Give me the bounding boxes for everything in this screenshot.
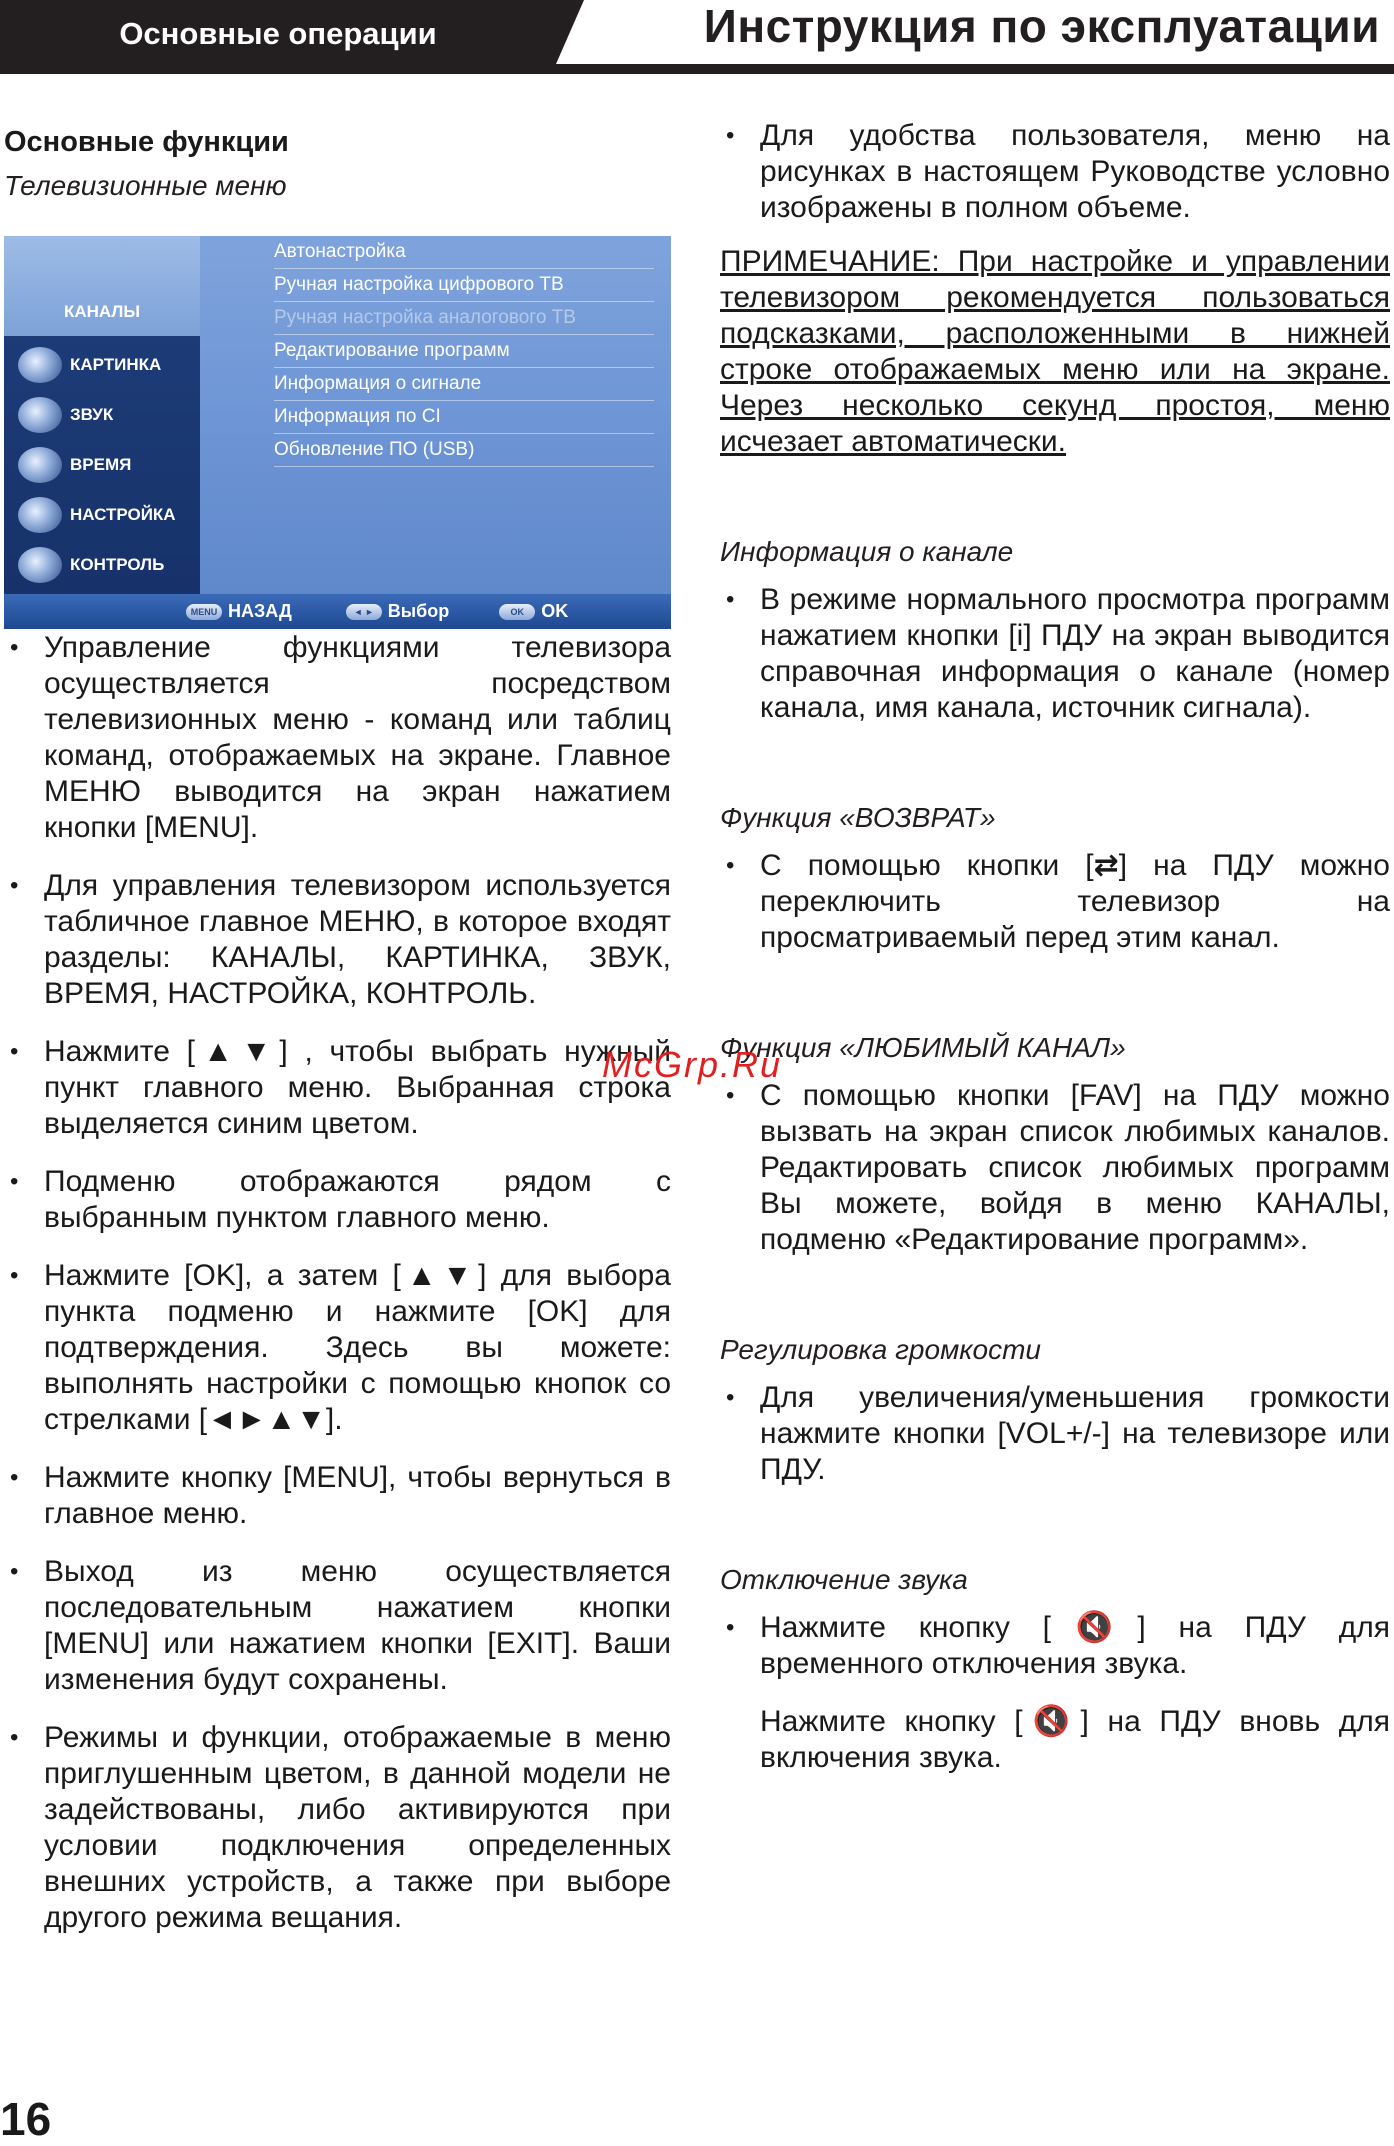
list-item: • С помощью кнопки [⇄] на ПДУ можно переключить телевизор на просматриваемый перед этим канал. bbox=[720, 848, 1390, 956]
music-note-icon bbox=[18, 397, 62, 433]
subheading-return-function: Функция «ВОЗВРАТ» bbox=[720, 802, 996, 833]
left-column bbox=[4, 118, 671, 206]
subheading-volume: Регулировка громкости bbox=[720, 1334, 1041, 1365]
left-bullets bbox=[4, 630, 671, 1936]
list-item: • Для управления телевизором используется табличное главное МЕНЮ, в которое входят разделы: КАНАЛЫ, КАРТИНКА, ЗВУК, ВРЕМЯ, НАСТРОЙКА, КОНТРОЛЬ. bbox=[4, 868, 671, 1012]
tv-menu-item: Информация по CI bbox=[274, 401, 654, 434]
list-item: • Нажмите [OK], а затем [▲▼] для выбора пункта подменю и нажмите [OK] для подтверждения. Здесь вы можете: выполнять настройки с помощью кнопок со стрелками [◄►▲▼]. bbox=[4, 1258, 671, 1438]
camera-icon bbox=[18, 347, 62, 383]
tv-menu-item: Ручная настройка цифрового ТВ bbox=[274, 269, 654, 302]
list-item: • Выход из меню осуществляется последовательным нажатием кнопки [MENU] или нажатием кнопки [EXIT]. Ваши изменения будут сохранены. bbox=[4, 1554, 671, 1698]
list-item: • С помощью кнопки [FAV] на ПДУ можно вызвать на экран список любимых каналов. Редактировать список любимых программ Вы можете, войдя в меню КАНАЛЫ, подменю «Редактирование программ». bbox=[720, 1078, 1390, 1258]
list-item: • Для увеличения/уменьшения громкости нажмите кнопки [VOL+/-] на телевизоре или ПДУ. bbox=[720, 1380, 1390, 1488]
list-item: • Нажмите [▲▼] , чтобы выбрать нужный пункт главного меню. Выбранная строка выделяется синим цветом. bbox=[4, 1034, 671, 1142]
watermark: McGrp.Ru bbox=[602, 1044, 783, 1085]
menu-key-icon: MENU bbox=[186, 604, 222, 620]
ok-key-icon: OK bbox=[499, 604, 535, 620]
note-paragraph: ПРИМЕЧАНИЕ: При настройке и управлении телевизором рекомендуется пользоваться подсказками, расположенными в нижней строке отображаемых меню или на экране. Через несколько секунд простоя, меню исчезает автоматически. bbox=[720, 245, 1390, 458]
list-item: • Нажмите кнопку [MENU], чтобы вернуться в главное меню. bbox=[4, 1460, 671, 1532]
page-number: 16 bbox=[0, 2093, 52, 2145]
tv-menu-item: Информация о сигнале bbox=[274, 368, 654, 401]
section-title: Основные операции bbox=[119, 16, 437, 51]
gear-icon bbox=[18, 497, 62, 533]
list-item: • В режиме нормального просмотра программ нажатием кнопки [i] ПДУ на экран выводится справочная информация о канале (номер канала, имя канала, источник сигнала). bbox=[720, 582, 1390, 726]
tv-menu-item: Редактирование программ bbox=[274, 335, 654, 368]
arrows-key-icon: ◄ ► bbox=[346, 604, 382, 620]
subheading-favorite-channel: Функция «ЛЮБИМЫЙ КАНАЛ» bbox=[720, 1032, 1126, 1063]
tv-menu-items bbox=[274, 236, 654, 467]
mute-paragraph: Нажмите кнопку [🔇] на ПДУ вновь для включения звука. bbox=[760, 1705, 1390, 1774]
tv-menu-item-disabled: Ручная настройка аналогового ТВ bbox=[274, 302, 654, 335]
tv-sidebar-item-setup: НАСТРОЙКА bbox=[4, 490, 200, 540]
tv-menu-item: Обновление ПО (USB) bbox=[274, 434, 654, 467]
tv-hint-ok: OK OK bbox=[499, 601, 568, 622]
tv-sidebar-item-channels: КАНАЛЫ bbox=[64, 302, 140, 321]
tv-menu-item: Автонастройка bbox=[274, 236, 654, 269]
tv-sidebar-item-time: ВРЕМЯ bbox=[4, 440, 200, 490]
list-item: • Управление функциями телевизора осуществляется посредством телевизионных меню - команд или таблиц команд, отображаемых на экране. Главное МЕНЮ выводится на экран нажатием кнопки [MENU]. bbox=[4, 630, 671, 846]
heading-basic-functions: Основные функции bbox=[4, 126, 289, 158]
tv-menu-hint-bar bbox=[4, 594, 671, 629]
tv-menu-screenshot bbox=[4, 236, 671, 629]
list-item: • Подменю отображаются рядом с выбранным пунктом главного меню. bbox=[4, 1164, 671, 1236]
list-item: • Для удобства пользователя, меню на рисунках в настоящем Руководстве условно изображены в полном объеме. bbox=[720, 118, 1390, 226]
tv-hint-select: ◄ ► Выбор bbox=[346, 601, 449, 622]
manual-title: Инструкция по эксплуатации bbox=[703, 0, 1380, 52]
clock-icon bbox=[18, 447, 62, 483]
tv-sidebar-item-lock: КОНТРОЛЬ bbox=[4, 540, 200, 590]
return-arrows-icon: ⇄ bbox=[1093, 849, 1119, 882]
lock-icon bbox=[18, 547, 62, 583]
tv-sidebar-item-sound: ЗВУК bbox=[4, 390, 200, 440]
list-item: • Нажмите кнопку [🔇] на ПДУ для временного отключения звука. bbox=[720, 1610, 1390, 1682]
subheading-tv-menus: Телевизионные меню bbox=[4, 170, 287, 201]
tv-hint-back: MENU НАЗАД bbox=[186, 601, 292, 622]
right-column bbox=[720, 118, 1390, 1776]
subheading-channel-info: Информация о канале bbox=[720, 536, 1014, 567]
list-item: • Режимы и функции, отображаемые в меню приглушенным цветом, в данной модели не задействованы, либо активируются при условии подключения определенных внешних устройств, а также при выборе другого режима вещания. bbox=[4, 1720, 671, 1936]
subheading-mute: Отключение звука bbox=[720, 1564, 968, 1595]
tv-sidebar-item-picture: КАРТИНКА bbox=[4, 340, 200, 390]
